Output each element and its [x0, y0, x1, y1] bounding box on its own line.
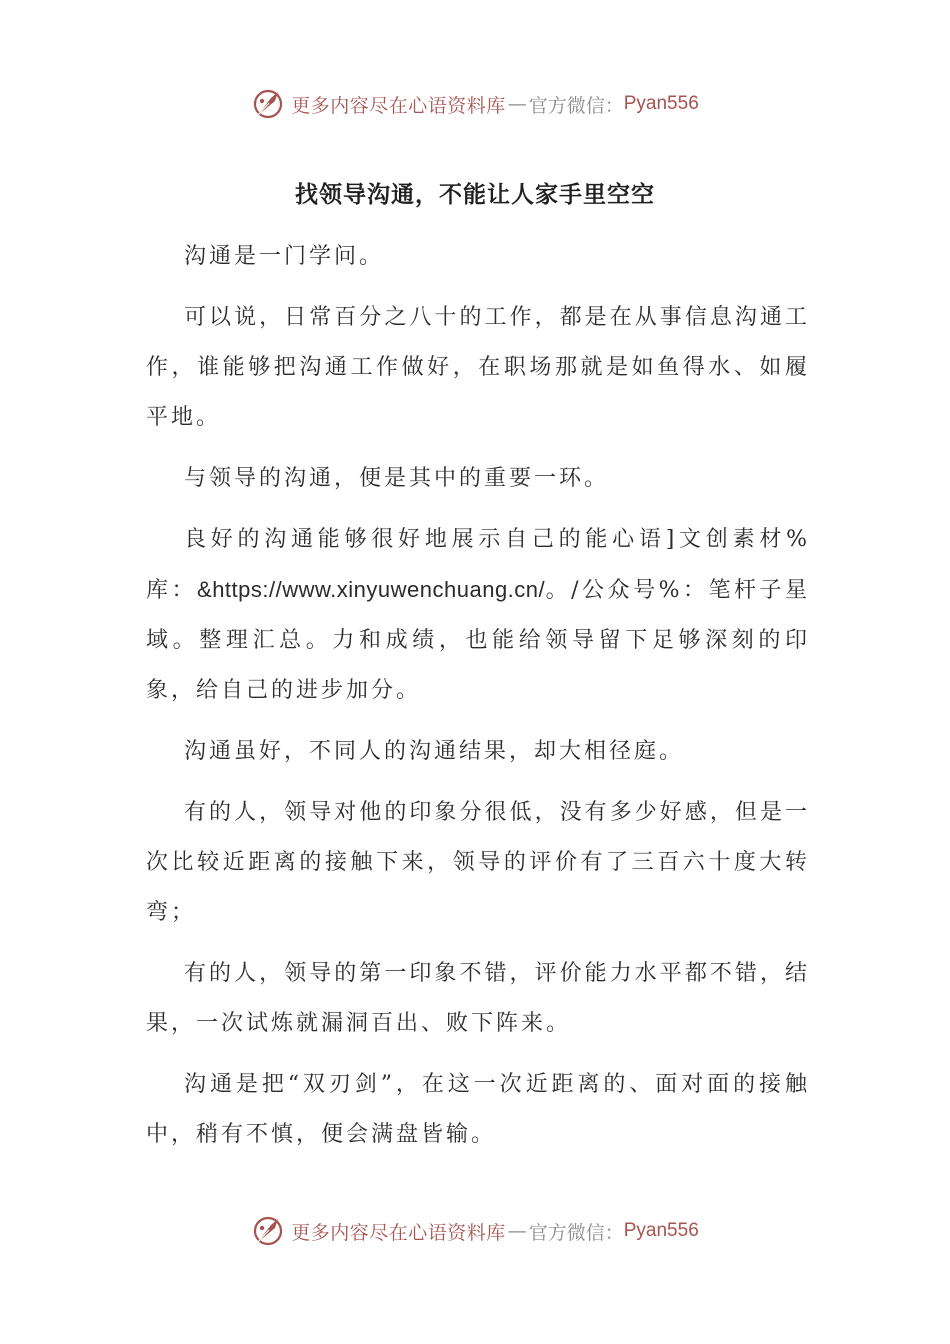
paragraph-text: 。/公众号%：笔杆子星域。整理汇总。力和成绩，也能给领导留下足够深刻的印象，给自己的进步加分。 — [146, 578, 810, 703]
paragraph-with-link — [146, 515, 810, 716]
paragraph: 沟通是一门学问。 — [184, 244, 385, 269]
footer-banner — [0, 1211, 950, 1251]
banner-dash: — — [507, 1220, 527, 1242]
paragraph: 沟通是把“双刃剑”，在这一次近距离的、面对面的接触中，稍有不慎，便会满盘皆输。 — [146, 1072, 810, 1147]
website-url: &https://www.xinyuwenchuang.cn/ — [197, 577, 546, 602]
quill-pen-logo-icon — [251, 87, 285, 121]
paragraph: 有的人，领导的第一印象不错，评价能力水平都不错，结果，一次试炼就漏洞百出、败下阵来。 — [146, 961, 810, 1036]
document-title: 找领导沟通，不能让人家手里空空 — [295, 182, 655, 208]
paragraph-text: 良好的沟通能够很好地展示自己的能心语]文创素材%库： — [146, 527, 810, 603]
paragraph: 可以说，日常百分之八十的工作，都是在从事信息沟通工作，谁能够把沟通工作做好，在职场那就是如鱼得水、如履平地。 — [146, 305, 810, 430]
document-body — [146, 232, 810, 1171]
banner-wechat-label: 官方微信： — [528, 1221, 624, 1244]
banner-wechat-label: 官方微信： — [528, 94, 624, 117]
paragraph: 与领导的沟通，便是其中的重要一环。 — [184, 466, 610, 491]
paragraph: 有的人，领导对他的印象分很低，没有多少好感，但是一次比较近距离的接触下来，领导的评价有了三百六十度大转弯； — [146, 800, 810, 925]
banner-slogan: 更多内容尽在心语资料库 — [291, 1221, 506, 1244]
banner-slogan: 更多内容尽在心语资料库 — [291, 94, 506, 117]
banner-wechat-id: Pyan556 — [623, 93, 699, 114]
banner-wechat-id: Pyan556 — [623, 1220, 699, 1241]
paragraph: 沟通虽好，不同人的沟通结果，却大相径庭。 — [184, 739, 685, 764]
banner-dash: — — [507, 93, 527, 115]
quill-pen-logo-icon — [251, 1214, 285, 1248]
header-banner — [0, 84, 950, 124]
